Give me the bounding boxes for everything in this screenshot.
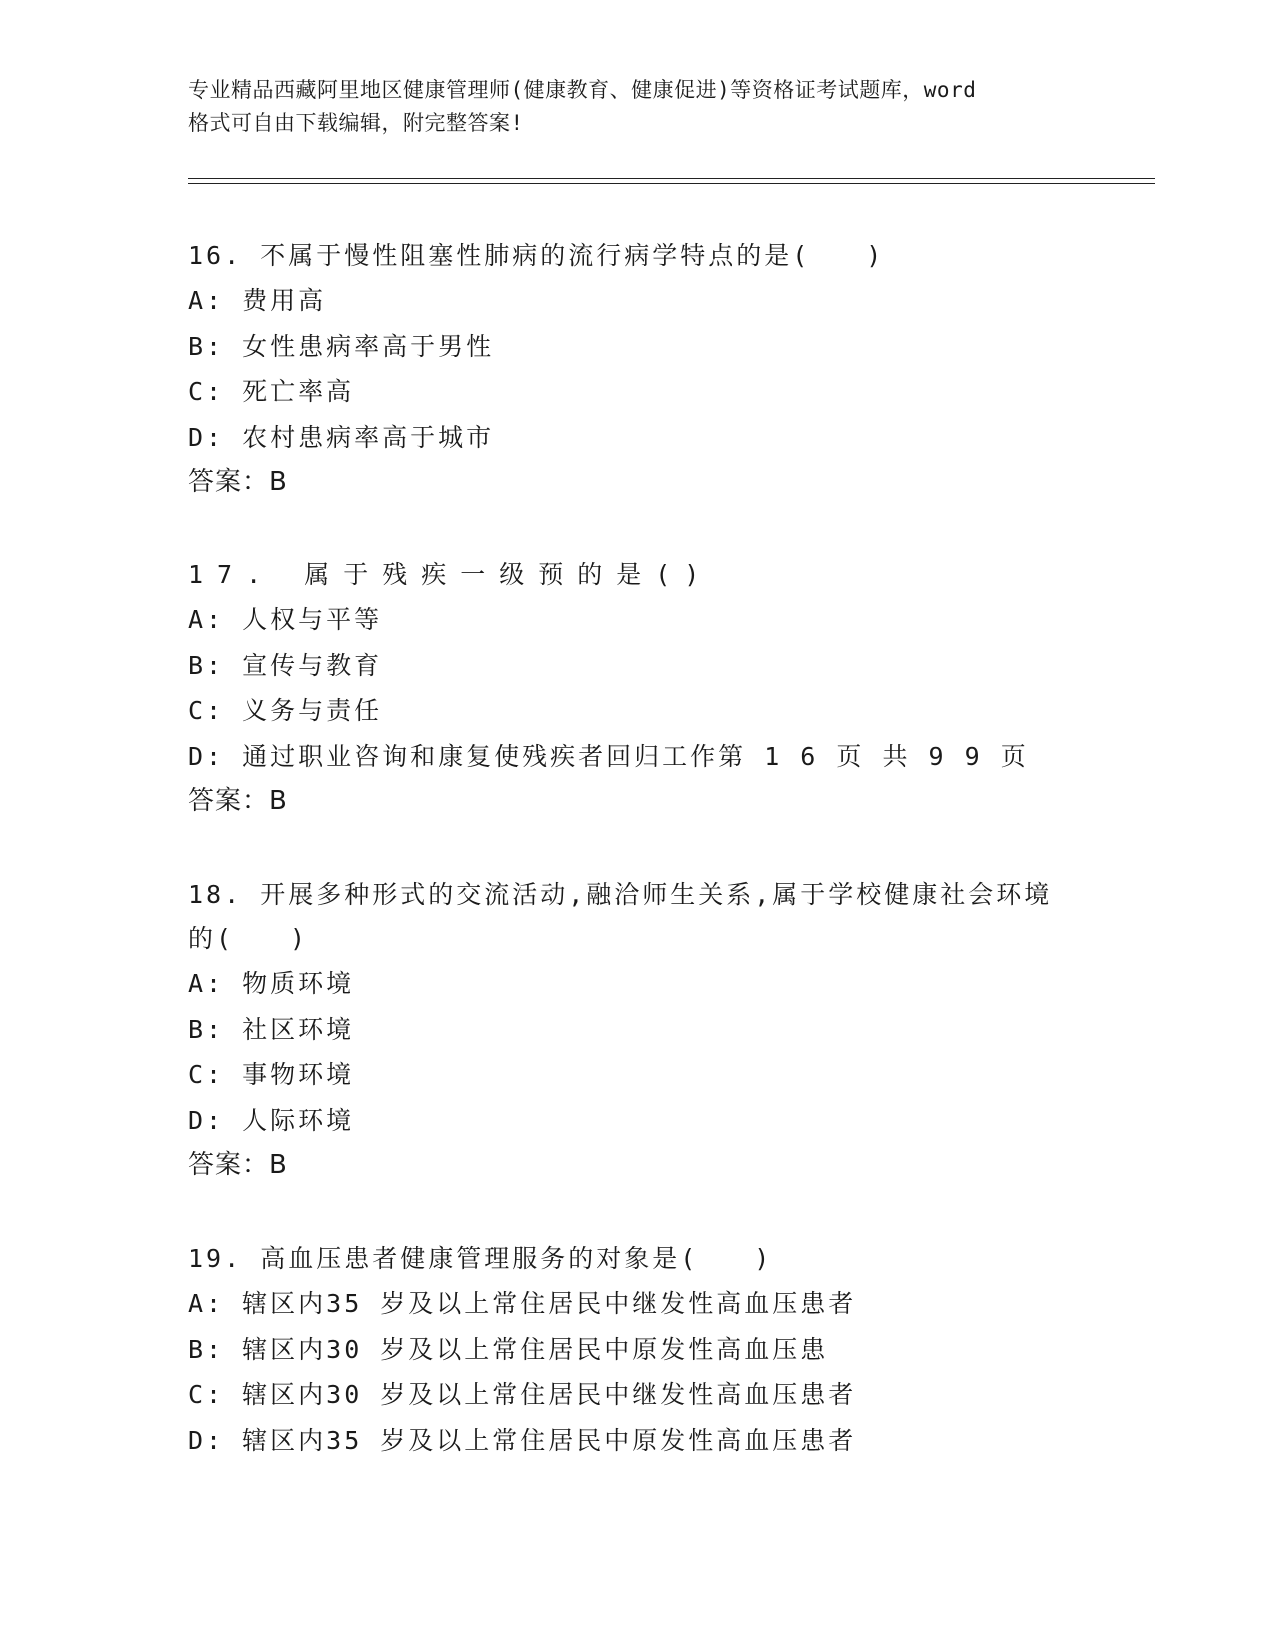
question-16 — [188, 234, 1088, 504]
question-stem: 19. 高血压患者健康管理服务的对象是( ) — [188, 1244, 773, 1273]
option-c: C: 辖区内30 岁及以上常住居民中继发性高血压患者 — [188, 1380, 857, 1409]
option-b: B: 社区环境 — [188, 1014, 355, 1044]
question-18 — [188, 873, 1088, 1187]
answer-line: 答案：B — [188, 786, 288, 816]
question-stem: 17. 属于残疾一级预的是() — [188, 560, 714, 589]
option-d: D: 农村患病率高于城市 — [188, 422, 495, 452]
option-a: A: 辖区内35 岁及以上常住居民中继发性高血压患者 — [188, 1289, 857, 1318]
option-a: A: 费用高 — [188, 286, 327, 315]
document-header — [188, 74, 1088, 140]
question-stem: 16. 不属于慢性阻塞性肺病的流行病学特点的是( ) — [188, 241, 885, 270]
header-line-2: 格式可自由下载编辑，附完整答案! — [188, 111, 524, 135]
option-d: D: 通过职业咨询和康复使残疾者回归工作第 1 6 页 共 9 9 页 — [188, 741, 1029, 771]
header-rule-top — [188, 178, 1155, 179]
option-a: A: 人权与平等 — [188, 605, 383, 634]
option-d: D: 辖区内35 岁及以上常住居民中原发性高血压患者 — [188, 1425, 857, 1455]
option-c: C: 事物环境 — [188, 1060, 355, 1089]
question-17 — [188, 553, 1088, 823]
header-line-1: 专业精品西藏阿里地区健康管理师(健康教育、健康促进)等资格证考试题库，word — [188, 78, 977, 102]
option-c: C: 义务与责任 — [188, 696, 383, 725]
header-rule-bottom — [188, 183, 1155, 184]
answer-line: 答案：B — [188, 1150, 288, 1180]
option-c: C: 死亡率高 — [188, 377, 355, 406]
question-19 — [188, 1237, 1088, 1463]
option-b: B: 女性患病率高于男性 — [188, 331, 495, 361]
option-a: A: 物质环境 — [188, 969, 355, 998]
question-stem: 18. 开展多种形式的交流活动,融洽师生关系,属于学校健康社会环境的( ) — [188, 880, 1053, 953]
option-d: D: 人际环境 — [188, 1105, 355, 1135]
answer-line: 答案：B — [188, 467, 288, 497]
option-b: B: 宣传与教育 — [188, 650, 383, 680]
option-b: B: 辖区内30 岁及以上常住居民中原发性高血压患 — [188, 1334, 829, 1364]
